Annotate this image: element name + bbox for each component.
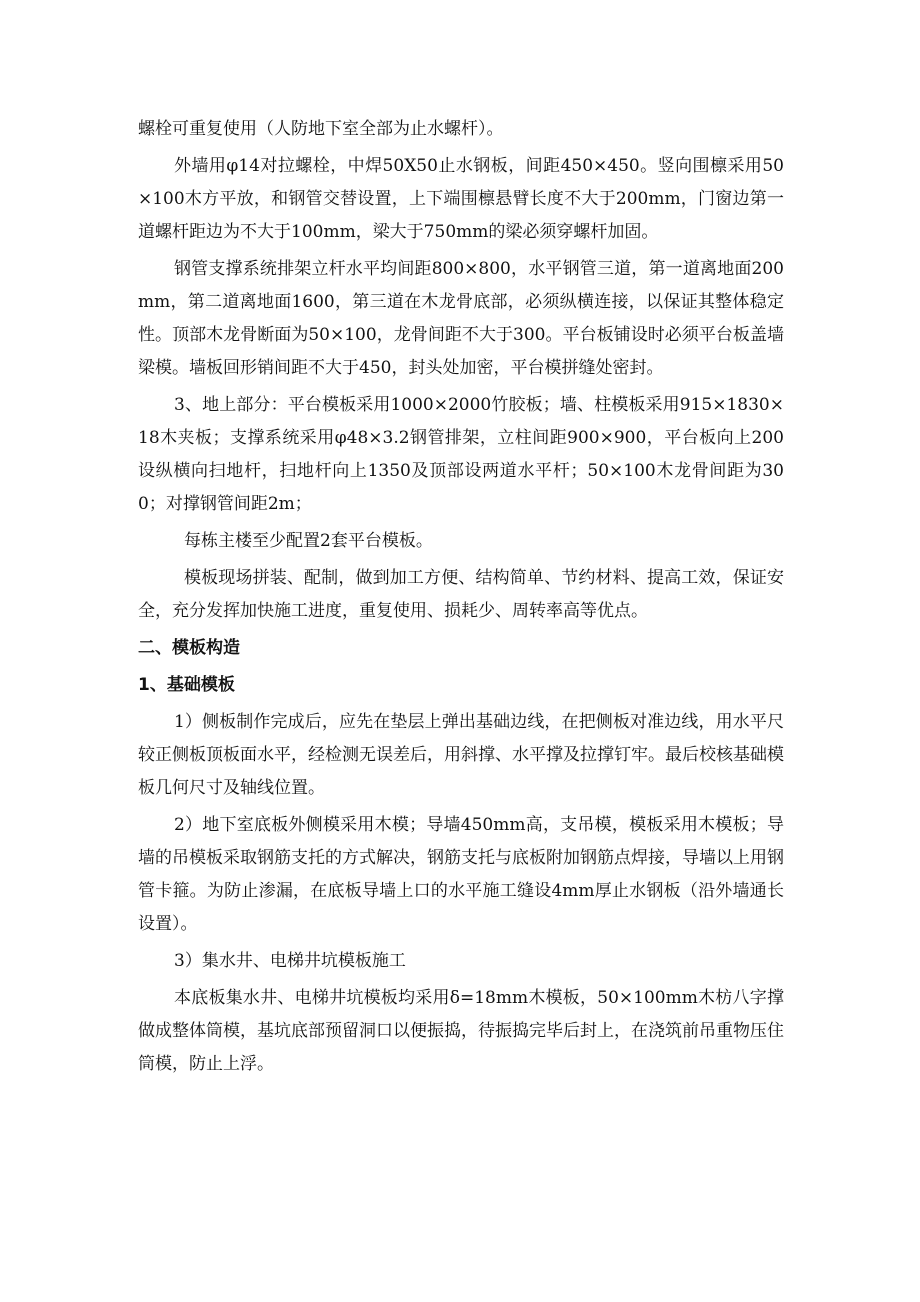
paragraph-platform-sets: 每栋主楼至少配置2套平台模板。 xyxy=(184,531,433,551)
paragraph-bolt-reuse: 螺栓可重复使用（人防地下室全部为止水螺杆）。 xyxy=(138,119,504,139)
paragraph-side-panel: 1）侧板制作完成后，应先在垫层上弹出基础边线，在把侧板对准边线，用水平尺较正侧板顶板面水平，经检测无误差后，用斜撑、水平撑及拉撑钉牢。最后校核基础模板几何尺寸及轴线位置。 xyxy=(138,712,784,798)
section-heading-formwork-structure: 二、模板构造 xyxy=(138,638,240,658)
paragraph-sump-pit-detail: 本底板集水井、电梯井坑模板均采用δ=18mm木模板，50×100mm木枋八字撑做成整体筒模，基坑底部预留洞口以便振捣，待振捣完毕后封上，在浇筑前吊重物压住筒模，防止上浮。 xyxy=(138,988,784,1074)
document-body xyxy=(138,113,784,1081)
paragraph-exterior-wall-bolts: 外墙用φ14对拉螺栓，中焊50X50止水钢板，间距450×450。竖向围檩采用50×100木方平放，和钢管交替设置，上下端围檩悬臂长度不大于200mm，门窗边第一道螺杆距边为不大于100mm，梁大于750mm的梁必须穿螺杆加固。 xyxy=(138,156,784,242)
paragraph-steel-pipe-support: 钢管支撑系统排架立杆水平均间距800×800，水平钢管三道，第一道离地面200mm，第二道离地面1600，第三道在木龙骨底部，必须纵横连接，以保证其整体稳定性。顶部木龙骨断面为50×100，龙骨间距不大于300。平台板铺设时必须平台板盖墙梁模。墙板回形销间距不大于450，封头处加密，平台模拼缝处密封。 xyxy=(138,259,784,378)
subsection-heading-foundation-formwork: 1、基础模板 xyxy=(138,675,235,695)
paragraph-sump-pit-title: 3）集水井、电梯井坑模板施工 xyxy=(174,951,406,971)
paragraph-basement-slab: 2）地下室底板外侧模采用木模；导墙450mm高，支吊模，模板采用木模板；导墙的吊模板采取钢筋支托的方式解决，钢筋支托与底板附加钢筋点焊接，导墙以上用钢管卡箍。为防止渗漏，在底板导墙上口的水平施工缝设4mm厚止水钢板（沿外墙通长设置）。 xyxy=(138,815,784,934)
paragraph-above-ground: 3、地上部分：平台模板采用1000×2000竹胶板；墙、柱模板采用915×1830×18木夹板；支撑系统采用φ48×3.2钢管排架，立柱间距900×900，平台板向上200设纵横向扫地杆，扫地杆向上1350及顶部设两道水平杆；50×100木龙骨间距为300；对撑钢管间距2m； xyxy=(138,395,784,514)
paragraph-onsite-assembly: 模板现场拼装、配制，做到加工方便、结构简单、节约材料、提高工效，保证安全，充分发挥加快施工进度，重复使用、损耗少、周转率高等优点。 xyxy=(138,568,784,621)
